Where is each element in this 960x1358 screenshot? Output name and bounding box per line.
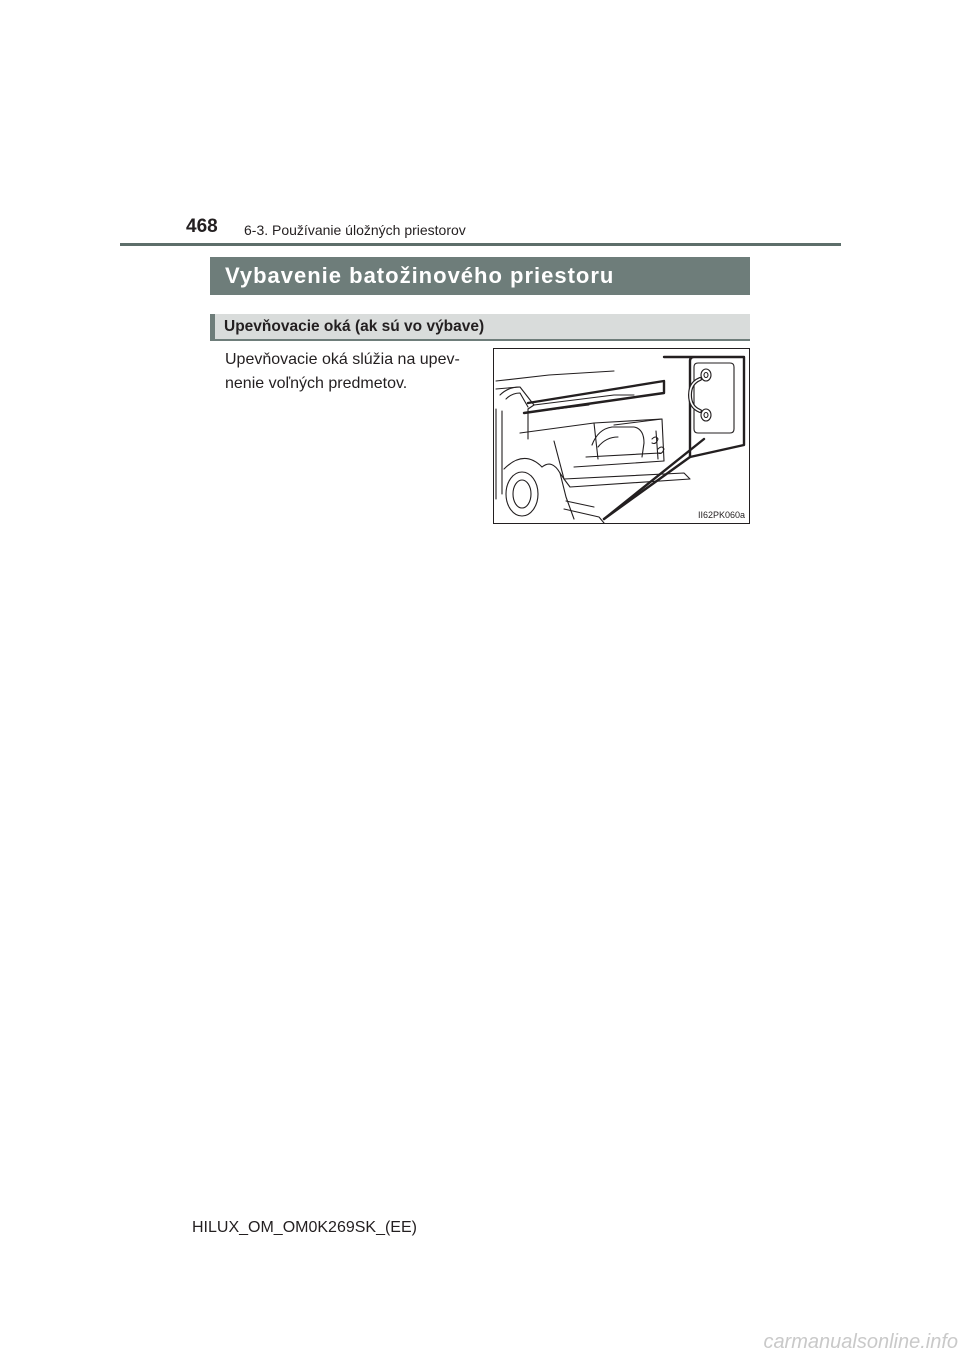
body-text-content: Upevňovacie oká slúžia na upev- nenie voľných predmetov.	[225, 351, 460, 392]
section-banner	[210, 257, 750, 295]
figure-code: II62PK060a	[697, 510, 745, 520]
section-title: Vybavenie batožinového priestoru	[225, 263, 615, 288]
pickup-bed-drawing	[494, 349, 749, 523]
subsection-bar	[210, 314, 750, 341]
footer-document-code: HILUX_OM_OM0K269SK_(EE)	[192, 1219, 417, 1236]
body-text	[225, 348, 477, 396]
chapter-title: 6-3. Používanie úložných priestorov	[244, 222, 466, 238]
page-number: 468	[186, 216, 218, 237]
header-rule	[120, 243, 841, 246]
watermark: carmanualsonline.info	[763, 1331, 958, 1353]
subsection-accent	[210, 314, 215, 339]
subsection-title: Upevňovacie oká (ak sú vo výbave)	[224, 318, 485, 335]
tie-down-hook-illustration	[493, 348, 750, 524]
